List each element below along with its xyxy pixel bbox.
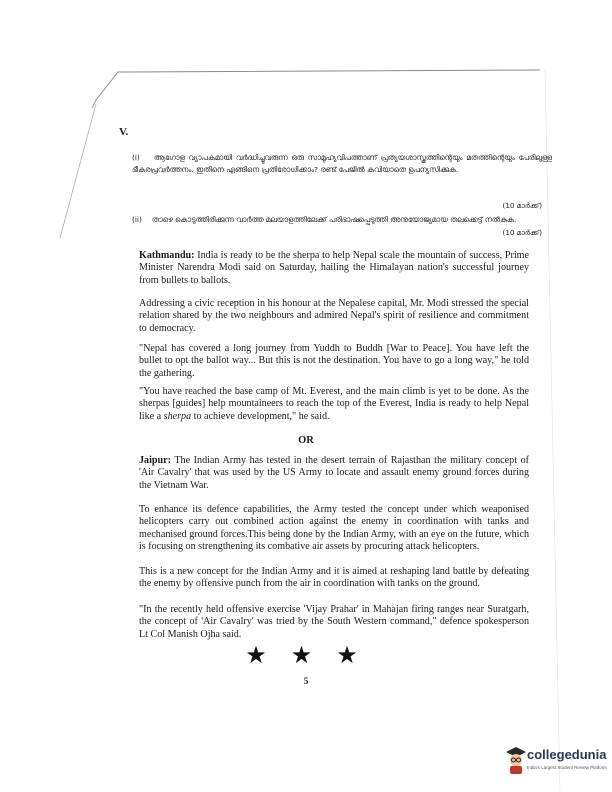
student-mascot-icon <box>505 745 527 775</box>
passage-1-para-1 <box>139 250 529 287</box>
passage-1-para-4-text-a: "You have reached the base camp of Mt. Everest, and the main climb is yet to be done. As the sherpas [guides] help mountaineers to reach the top of the Everest, India is ready to help Nepal like a <box>139 386 529 422</box>
section-label: V. <box>119 126 129 138</box>
passage-1-para-2: Addressing a civic reception in his honour at the Nepalese capital, Mr. Modi stressed the special relation shared by the two neighbours and admired Nepal's spirit of resilience and commitment to democracy. <box>139 298 529 334</box>
watermark-tagline: India's Largest Student Review Platform <box>527 765 607 770</box>
question-1-text: ആഗോള വ്യാപകമായി വർദ്ധിച്ചുവരുന്ന ഒരു സാമൂഹ്യവിപത്താണ് പ്രത്യയശാസ്ത്രത്തിന്റെയും മതത്തിന്റെയും പേരിലുള്ള ഭീകരപ്രവർത്തനം. ഇതിനെ എങ്ങിനെ പ്രതിരോധിക്കാം? രണ്ട് പേജിൽ കവിയാതെ ഉപന്യസിക്കുക. <box>132 153 552 174</box>
passage-2-para-4: "In the recently held offensive exercise 'Vijay Prahar' in Mahajan firing ranges near Suratgarh, the concept of 'Air Cavalry' was tried by the South Western command," defence spokesperson Lt Col Manish Ojha said. <box>139 604 529 640</box>
passage-1-para-4-italic: sherpa <box>163 410 192 422</box>
question-1 <box>132 152 552 176</box>
passage-1-place: Kathmandu: <box>139 250 195 261</box>
or-divider: OR <box>298 435 314 446</box>
page-number: 5 <box>303 676 309 686</box>
watermark-brand: collegedunia <box>527 747 607 762</box>
question-1-number: (i) <box>132 153 140 162</box>
passage-2-para-2: To enhance its defence capabilities, the Army tested the concept under which weaponised helicopters carry out combined action against the enemy in coordination with tanks and mechanised ground forces.This being done by the Indian Army, with an eye on the future, which is focusing on strengthening its combative air assets by procuring attack helicopters. <box>139 504 529 553</box>
passage-1-para-4-text-b: to achieve development," he said. <box>191 410 330 422</box>
question-2-text: താഴെ കൊടുത്തിരിക്കുന്ന വാർത്ത മലയാളത്തിലേക്ക് പരിഭാഷപ്പെടുത്തി അനുയോജ്യമായ തലക്കെട്ട് നൽകുക. <box>151 215 517 224</box>
collegedunia-watermark <box>505 745 610 785</box>
passage-1-para-3: "Nepal has covered a long journey from Yuddh to Buddh [War to Peace]. You have left the bullet to opt the ballot way... But this is not the destination. You have to go a long way," he told the gathering. <box>139 343 529 379</box>
decorative-stars: ★ ★ ★ <box>245 643 367 669</box>
passage-1-para-1-text: India is ready to be the sherpa to help Nepal scale the mountain of success, Prime Minister Narendra Modi said on Saturday, hailing the Himalayan nation's successful journey from bullets to ballots. <box>139 250 529 286</box>
passage-2-para-3: This is a new concept for the Indian Army and it is aimed at reshaping land battle by defeating the enemy by offensive punch from the air in coordination with tanks on the ground. <box>139 566 529 590</box>
passage-1-para-4 <box>139 386 529 423</box>
question-2-marks: (10 മാർക്ക്) <box>502 228 542 237</box>
passage-2-para-1-text: The Indian Army has tested in the desert terrain of Rajasthan the military concept of 'Air Cavalry' that was used by the US Army to locate and assault enemy ground forces during the Vietnam War. <box>139 455 529 491</box>
question-1-marks: (10 മാർക്ക്) <box>502 201 542 210</box>
passage-2-para-1 <box>139 455 529 492</box>
question-2-number: (ii) <box>132 215 142 224</box>
passage-2-place: Jaipur: <box>139 455 171 466</box>
question-2 <box>132 214 552 226</box>
